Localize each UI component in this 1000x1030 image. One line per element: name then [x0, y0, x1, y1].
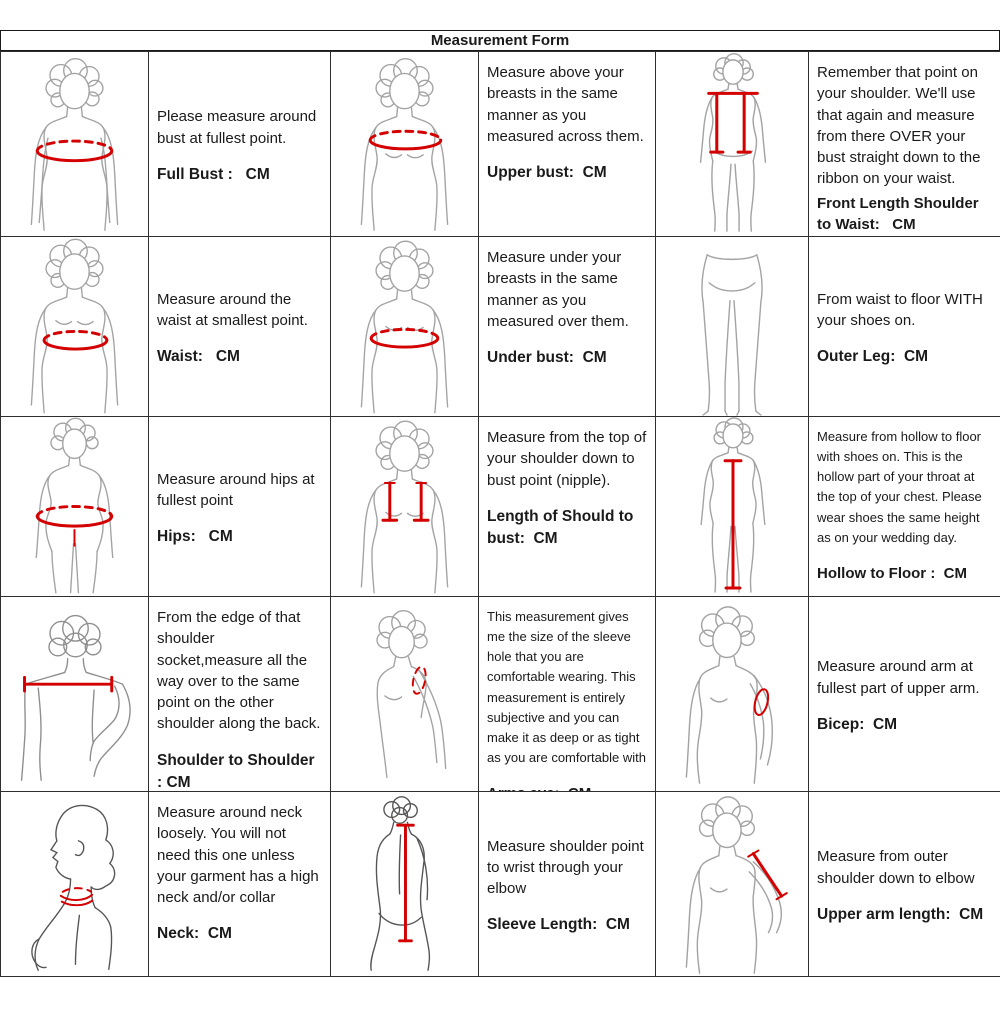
under-bust-instructions: Measure under your breasts in the same manner as you measured over them.: [487, 249, 629, 330]
under-bust-label: Under bust: CM: [487, 349, 607, 367]
hollow-to-floor-instructions: Measure from hollow to floor with shoes on. This is the hollow part of your throat at the top of your chest. Please wear shoes the same height as on your wedding day.: [817, 429, 986, 545]
outer-leg-label: Outer Leg: CM: [817, 348, 929, 366]
front-length-figure-illustration: [656, 52, 808, 236]
under-bust-figure-illustration: [331, 237, 478, 416]
waist-figure: [0, 236, 148, 416]
waist-label: Waist: CM: [157, 348, 240, 366]
upper-arm-length-instructions: Measure from outer shoulder down to elbow: [817, 848, 975, 887]
measurement-form-page: [0, 30, 1000, 1030]
neck-figure: [0, 791, 148, 976]
sleeve-length-instructions: Measure shoulder point to wrist through your elbow: [487, 837, 648, 898]
form-title-bar: [0, 30, 1000, 51]
hollow-to-floor-figure-illustration: [656, 417, 808, 596]
outer-leg-instructions: From waist to floor WITH your shoes on.: [817, 290, 988, 329]
shoulder-to-shoulder-label: Shoulder to Shoulder : CM: [157, 751, 319, 791]
front-length-instructions: Remember that point on your shoulder. We'll use that again and measure from there OVER your bust straight down to the ribbon on your waist.: [817, 64, 985, 188]
upper-bust-label: Upper bust: CM: [487, 164, 607, 182]
neck-cell: [148, 791, 330, 976]
full-bust-label: Full Bust : CM: [157, 165, 270, 183]
shoulder-to-bust-label: Length of Should to bust: CM: [487, 507, 638, 547]
hips-instructions: Measure around hips at fullest point: [157, 470, 319, 509]
full-bust-figure: [0, 51, 148, 236]
full-bust-figure-illustration: [1, 52, 148, 236]
waist-cell: [148, 236, 330, 416]
hollow-to-floor-label: Hollow to Floor : CM: [817, 564, 967, 582]
upper-bust-figure: [330, 51, 478, 236]
under-bust-cell: [478, 236, 655, 416]
bicep-figure-illustration: [656, 597, 808, 791]
full-bust-instructions: Please measure around bust at fullest point.: [157, 108, 321, 147]
hips-figure: [0, 416, 148, 596]
full-bust-cell: [148, 51, 330, 236]
shoulder-to-shoulder-instructions: From the edge of that shoulder socket,measure all the way over to the same point on the other shoulder along the back.: [157, 609, 321, 733]
neck-instructions: Measure around neck loosely. You will not need this one unless your garment has a high neck and/or collar: [157, 804, 323, 907]
outer-leg-figure: [655, 236, 808, 416]
bicep-figure: [655, 596, 808, 791]
bicep-label: Bicep: CM: [817, 715, 898, 733]
measurement-table: [0, 51, 1000, 977]
outer-leg-figure-illustration: [656, 237, 808, 416]
front-length-cell: [808, 51, 1000, 236]
shoulder-to-shoulder-figure: [0, 596, 148, 791]
arms-eye-instructions: This measurement gives me the size of the sleeve hole that you are comfortable wearing. This measurement is entirely subjective and you can make it as deep or as tight as you are comfortable with: [487, 609, 646, 765]
upper-bust-figure-illustration: [331, 52, 478, 236]
hips-cell: [148, 416, 330, 596]
hips-figure-illustration: [1, 417, 148, 596]
upper-arm-length-label: Upper arm length: CM: [817, 905, 984, 923]
upper-arm-length-figure-illustration: [656, 792, 808, 976]
shoulder-to-bust-figure-illustration: [331, 417, 478, 596]
form-title: Measurement Form: [430, 32, 570, 49]
hollow-to-floor-figure: [655, 416, 808, 596]
neck-figure-illustration: [1, 792, 148, 976]
neck-label: Neck: CM: [157, 925, 232, 943]
shoulder-to-bust-figure: [330, 416, 478, 596]
shoulder-to-shoulder-cell: [148, 596, 330, 791]
sleeve-length-label: Sleeve Length: CM: [487, 916, 630, 934]
shoulder-to-shoulder-figure-illustration: [1, 597, 148, 791]
sleeve-length-figure-illustration: [331, 792, 478, 976]
shoulder-to-bust-instructions: Measure from the top of your shoulder down to bust point (nipple).: [487, 429, 651, 489]
sleeve-length-figure: [330, 791, 478, 976]
under-bust-figure: [330, 236, 478, 416]
sleeve-length-cell: [478, 791, 655, 976]
bicep-instructions: Measure around arm at fullest part of upper arm.: [817, 658, 980, 697]
arms-eye-figure-illustration: [331, 597, 478, 791]
upper-arm-length-cell: [808, 791, 1000, 976]
front-length-shoulder-to-waist-figure: [655, 51, 808, 236]
outer-leg-cell: [808, 236, 1000, 416]
upper-bust-instructions: Measure above your breasts in the same manner as you measured across them.: [487, 64, 644, 145]
bicep-cell: [808, 596, 1000, 791]
arms-eye-figure: [330, 596, 478, 791]
front-length-label: Front Length Shoulder to Waist: CM: [817, 194, 983, 234]
waist-figure-illustration: [1, 237, 148, 416]
hips-label: Hips: CM: [157, 528, 233, 546]
upper-arm-length-figure: [655, 791, 808, 976]
upper-bust-cell: [478, 51, 655, 236]
hollow-to-floor-cell: [808, 416, 1000, 596]
shoulder-to-bust-cell: [478, 416, 655, 596]
arms-eye-cell: [478, 596, 655, 791]
waist-instructions: Measure around the waist at smallest point.: [157, 290, 308, 329]
